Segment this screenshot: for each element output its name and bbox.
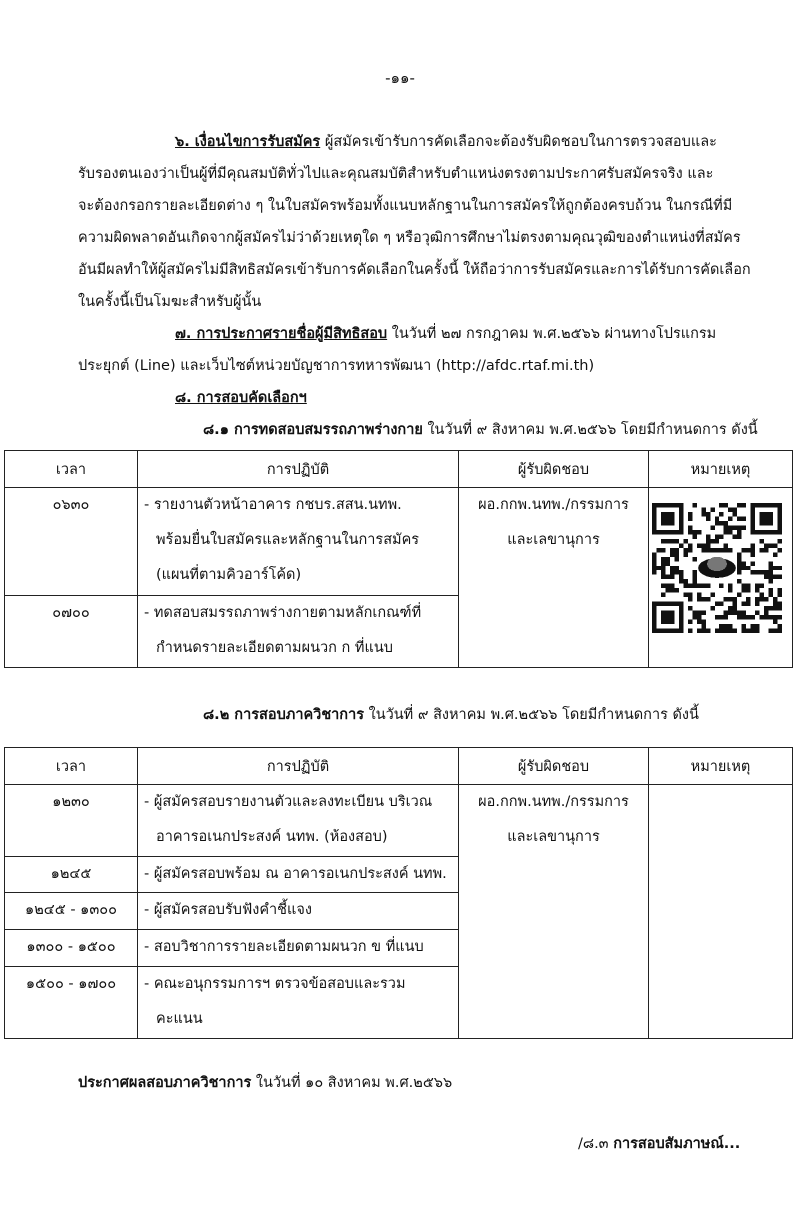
time-value: ๑๒๔๕ (50, 866, 92, 882)
header-time: เวลา (5, 748, 138, 785)
header-remark: หมายเหตุ (649, 451, 793, 488)
section8-2-heading (203, 703, 699, 726)
responsible-line: และเลขานุการ (507, 532, 600, 548)
action-line: - ผู้สมัครสอบรับฟังคำชี้แจง (144, 902, 312, 918)
header-remark: หมายเหตุ (649, 748, 793, 785)
section7-line1 (175, 322, 716, 345)
action-line: - รายงานตัวหน้าอาคาร กชบร.สสน.นทพ. (144, 497, 402, 513)
action-line: - ผู้สมัครสอบรายงานตัวและลงทะเบียน บริเวณ (144, 794, 433, 810)
continuation-prefix: /๘.๓ (578, 1136, 609, 1152)
action-line: - สอบวิชาการรายละเอียดตามผนวก ข ที่แนบ (144, 939, 424, 955)
action-cell (138, 857, 459, 893)
result-announcement (78, 1071, 452, 1094)
table-header-row (5, 451, 793, 488)
action-cell (138, 930, 459, 967)
section6-line3: จะต้องกรอกรายละเอียดต่าง ๆ ในใบสมัครพร้อมทั้งแนบหลักฐานในการสมัครให้ถูกต้องครบถ้วน ในกรณีที่มี (78, 198, 733, 214)
page-number: -๑๑- (385, 69, 415, 87)
header-time: เวลา (5, 451, 138, 488)
time-value: ๐๗๐๐ (52, 605, 90, 621)
section6-line5: อันมีผลทำให้ผู้สมัครไม่มีสิทธิสมัครเข้ารับการคัดเลือกในครั้งนี้ ให้ถือว่าการรับสมัครและการได้รับการคัดเลือก (78, 262, 751, 278)
time-value: ๑๒๔๕ - ๑๓๐๐ (25, 902, 117, 918)
time-value: ๑๓๐๐ - ๑๕๐๐ (26, 939, 116, 955)
action-cell (138, 488, 459, 596)
time-cell (5, 857, 138, 893)
action-cell (138, 967, 459, 1039)
header-responsible: ผู้รับผิดชอบ (459, 748, 649, 785)
time-cell (5, 930, 138, 967)
section6-line2: รับรองตนเองว่าเป็นผู้ที่มีคุณสมบัติทั่วไปและคุณสมบัติสำหรับตำแหน่งตรงตามประกาศรับสมัครจริง และ (78, 166, 714, 182)
table-row (5, 785, 793, 857)
action-cell (138, 893, 459, 930)
responsible-line: ผอ.กกพ.นทพ./กรรมการ (478, 497, 629, 513)
section8-1-text: ในวันที่ ๙ สิงหาคม พ.ศ.๒๕๖๖ โดยมีกำหนดการ ดังนี้ (427, 422, 758, 438)
section8-2-title: ๘.๒ การสอบภาควิชาการ (203, 707, 365, 723)
section6-text: ผู้สมัครเข้ารับการคัดเลือกจะต้องรับผิดชอบในการตรวจสอบและ (324, 134, 717, 150)
time-cell (5, 785, 138, 857)
time-cell (5, 488, 138, 596)
action-line: - คณะอนุกรรมการฯ ตรวจข้อสอบและรวม (144, 976, 406, 992)
responsible-cell (459, 488, 649, 668)
action-line: อาคารอเนกประสงค์ นทพ. (ห้องสอบ) (156, 829, 388, 845)
time-cell (5, 596, 138, 668)
action-cell (138, 596, 459, 668)
action-line: พร้อมยื่นใบสมัครและหลักฐานในการสมัคร (156, 532, 420, 548)
section8-1-title: ๘.๑ การทดสอบสมรรถภาพร่างกาย (203, 422, 423, 438)
section8-2-text: ในวันที่ ๙ สิงหาคม พ.ศ.๒๕๖๖ โดยมีกำหนดการ ดังนี้ (368, 707, 699, 723)
section7-line2: ประยุกต์ (Line) และเว็บไซต์หน่วยบัญชาการทหารพัฒนา (http://afdc.rtaf.mi.th) (78, 358, 595, 374)
action-line: - ทดสอบสมรรถภาพร่างกายตามหลักเกณฑ์ที่ (144, 605, 422, 621)
section6-line6: ในครั้งนี้เป็นโมฆะสำหรับผู้นั้น (78, 294, 262, 310)
table-header-row (5, 748, 793, 785)
continuation-note (578, 1132, 740, 1155)
continuation-title: การสอบสัมภาษณ์... (613, 1136, 741, 1152)
time-value: ๑๕๐๐ - ๑๗๐๐ (25, 976, 117, 992)
action-line: (แผนที่ตามคิวอาร์โค้ด) (156, 567, 302, 583)
time-cell (5, 967, 138, 1039)
result-title: ประกาศผลสอบภาควิชาการ (78, 1075, 252, 1091)
responsible-line: และเลขานุการ (507, 829, 600, 845)
schedule-table-academic (4, 747, 793, 1039)
time-value: ๑๒๓๐ (52, 794, 90, 810)
responsible-line: ผอ.กกพ.นทพ./กรรมการ (478, 794, 629, 810)
section8-1-heading (203, 418, 758, 441)
section8-title: ๘. การสอบคัดเลือกฯ (175, 390, 307, 406)
section7-title: ๗. การประกาศรายชื่อผู้มีสิทธิสอบ (175, 326, 388, 342)
time-value: ๐๖๓๐ (52, 497, 90, 513)
section7-text: ในวันที่ ๒๗ กรกฎาคม พ.ศ.๒๕๖๖ ผ่านทางโปรแกรม (391, 326, 717, 342)
responsible-cell (459, 785, 649, 1039)
action-cell (138, 785, 459, 857)
section6-line1 (175, 130, 717, 153)
time-cell (5, 893, 138, 930)
action-line: คะแนน (156, 1011, 203, 1027)
header-action: การปฏิบัติ (138, 748, 459, 785)
qr-code-icon[interactable] (652, 503, 782, 633)
header-action: การปฏิบัติ (138, 451, 459, 488)
result-text: ในวันที่ ๑๐ สิงหาคม พ.ศ.๒๕๖๖ (255, 1075, 453, 1091)
action-line: กำหนดรายละเอียดตามผนวก ก ที่แนบ (156, 640, 393, 656)
header-responsible: ผู้รับผิดชอบ (459, 451, 649, 488)
section6-title: ๖. เงื่อนไขการรับสมัคร (175, 134, 321, 150)
section6-line4: ความผิดพลาดอันเกิดจากผู้สมัครไม่ว่าด้วยเหตุใด ๆ หรือวุฒิการศึกษาไม่ตรงตามคุณวุฒิของตำแหน่งที่สมัคร (78, 230, 741, 246)
action-line: - ผู้สมัครสอบพร้อม ณ อาคารอเนกประสงค์ นทพ. (144, 866, 447, 882)
remark-cell (649, 785, 793, 1039)
